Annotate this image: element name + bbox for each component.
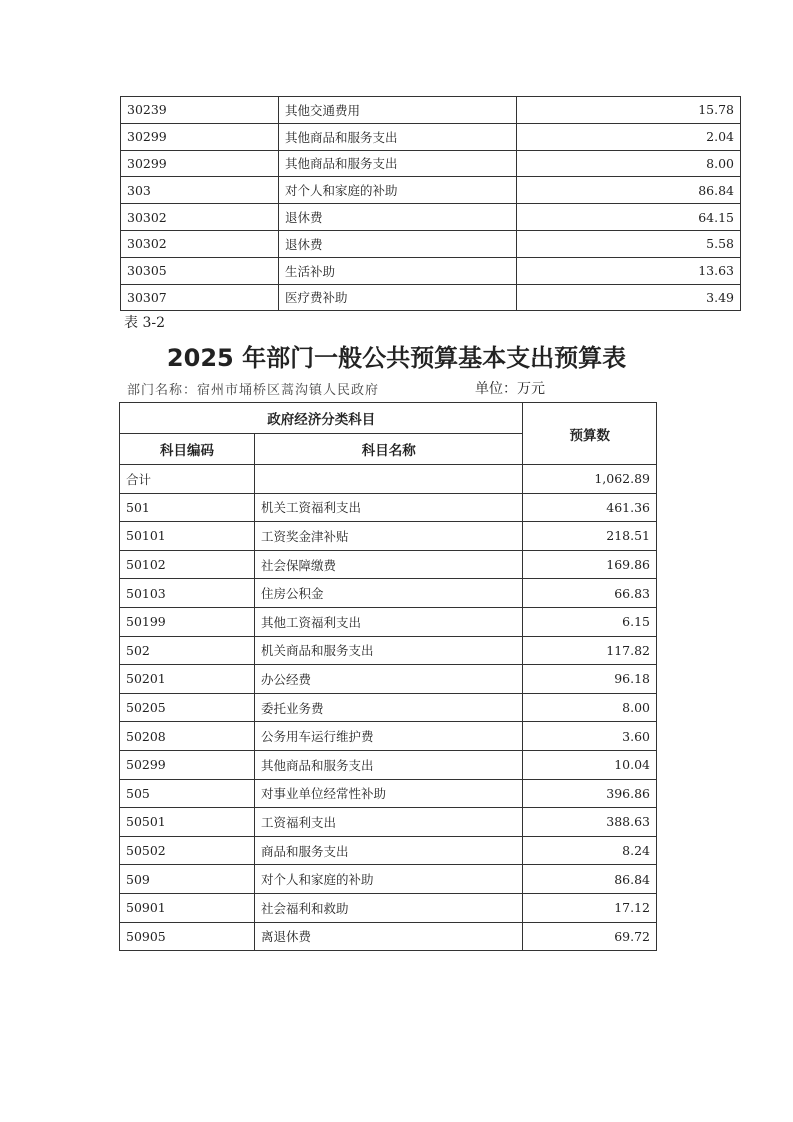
name-cell: 其他商品和服务支出 (255, 750, 523, 779)
code-cell: 30299 (121, 123, 279, 150)
code-cell: 30239 (121, 97, 279, 124)
table-caption: 表 3-2 (124, 315, 165, 331)
amount-cell: 8.24 (523, 836, 657, 865)
code-cell: 30302 (121, 204, 279, 231)
code-cell: 30302 (121, 230, 279, 257)
amount-cell: 2.04 (517, 123, 741, 150)
amount-cell: 15.78 (517, 97, 741, 124)
table-row (120, 779, 657, 808)
table-row (121, 123, 741, 150)
name-cell: 委托业务费 (255, 693, 523, 722)
amount-cell: 461.36 (523, 493, 657, 522)
table-row (120, 522, 657, 551)
header-group: 政府经济分类科目 (120, 403, 523, 434)
name-cell: 对个人和家庭的补助 (279, 177, 517, 204)
name-cell: 其他工资福利支出 (255, 607, 523, 636)
table-row (121, 150, 741, 177)
table-row (120, 465, 657, 494)
amount-cell: 218.51 (523, 522, 657, 551)
table-row (121, 284, 741, 311)
table-row (120, 893, 657, 922)
code-cell: 50501 (120, 808, 255, 837)
code-cell: 30307 (121, 284, 279, 311)
amount-cell: 8.00 (517, 150, 741, 177)
table-row (120, 865, 657, 894)
amount-cell: 13.63 (517, 257, 741, 284)
name-cell: 商品和服务支出 (255, 836, 523, 865)
code-cell: 合计 (120, 465, 255, 494)
amount-cell: 388.63 (523, 808, 657, 837)
amount-cell: 66.83 (523, 579, 657, 608)
name-cell: 办公经费 (255, 665, 523, 694)
amount-cell: 396.86 (523, 779, 657, 808)
name-cell: 离退休费 (255, 922, 523, 951)
basic-expenditure-budget-table (119, 402, 657, 951)
table-row (121, 177, 741, 204)
name-cell: 工资奖金津补贴 (255, 522, 523, 551)
table-row (120, 808, 657, 837)
code-cell: 50502 (120, 836, 255, 865)
table-row (120, 693, 657, 722)
amount-cell: 64.15 (517, 204, 741, 231)
table-row (121, 97, 741, 124)
amount-cell: 96.18 (523, 665, 657, 694)
amount-cell: 17.12 (523, 893, 657, 922)
code-cell: 50205 (120, 693, 255, 722)
code-cell: 50299 (120, 750, 255, 779)
amount-cell: 86.84 (523, 865, 657, 894)
amount-cell: 86.84 (517, 177, 741, 204)
name-cell: 住房公积金 (255, 579, 523, 608)
table-row (120, 750, 657, 779)
amount-cell: 3.60 (523, 722, 657, 751)
table-row (121, 257, 741, 284)
code-cell: 50103 (120, 579, 255, 608)
amount-cell: 8.00 (523, 693, 657, 722)
name-cell (255, 465, 523, 494)
table-row (120, 722, 657, 751)
amount-cell: 10.04 (523, 750, 657, 779)
department-name: 部门名称：宿州市埇桥区蒿沟镇人民政府 (127, 383, 380, 398)
code-cell: 50201 (120, 665, 255, 694)
code-cell: 50905 (120, 922, 255, 951)
name-cell: 退休费 (279, 230, 517, 257)
name-cell: 生活补助 (279, 257, 517, 284)
amount-cell: 169.86 (523, 550, 657, 579)
header-name: 科目名称 (255, 434, 523, 465)
header-code: 科目编码 (120, 434, 255, 465)
table-row (120, 836, 657, 865)
code-cell: 501 (120, 493, 255, 522)
name-cell: 机关工资福利支出 (255, 493, 523, 522)
code-cell: 303 (121, 177, 279, 204)
code-cell: 30305 (121, 257, 279, 284)
code-cell: 509 (120, 865, 255, 894)
table-row (121, 230, 741, 257)
amount-cell: 6.15 (523, 607, 657, 636)
amount-cell: 5.58 (517, 230, 741, 257)
table-row (120, 665, 657, 694)
table-row (120, 550, 657, 579)
table-row (120, 493, 657, 522)
table-row (120, 922, 657, 951)
amount-cell: 69.72 (523, 922, 657, 951)
table-row (120, 607, 657, 636)
code-cell: 50901 (120, 893, 255, 922)
name-cell: 社会保障缴费 (255, 550, 523, 579)
name-cell: 医疗费补助 (279, 284, 517, 311)
code-cell: 50208 (120, 722, 255, 751)
name-cell: 其他商品和服务支出 (279, 123, 517, 150)
code-cell: 50199 (120, 607, 255, 636)
table-row (120, 636, 657, 665)
name-cell: 对个人和家庭的补助 (255, 865, 523, 894)
amount-cell: 117.82 (523, 636, 657, 665)
code-cell: 50101 (120, 522, 255, 551)
page-title: 2025 年部门一般公共预算基本支出预算表 (166, 344, 627, 372)
code-cell: 50102 (120, 550, 255, 579)
continued-expenditure-table (120, 96, 741, 311)
code-cell: 502 (120, 636, 255, 665)
table-row (120, 579, 657, 608)
name-cell: 其他商品和服务支出 (279, 150, 517, 177)
code-cell: 30299 (121, 150, 279, 177)
header-amount: 预算数 (523, 403, 657, 465)
unit-label: 单位：万元 (475, 381, 545, 397)
table-row (121, 204, 741, 231)
name-cell: 其他交通费用 (279, 97, 517, 124)
name-cell: 社会福利和救助 (255, 893, 523, 922)
amount-cell: 1,062.89 (523, 465, 657, 494)
code-cell: 505 (120, 779, 255, 808)
name-cell: 对事业单位经常性补助 (255, 779, 523, 808)
name-cell: 工资福利支出 (255, 808, 523, 837)
name-cell: 公务用车运行维护费 (255, 722, 523, 751)
name-cell: 退休费 (279, 204, 517, 231)
amount-cell: 3.49 (517, 284, 741, 311)
name-cell: 机关商品和服务支出 (255, 636, 523, 665)
